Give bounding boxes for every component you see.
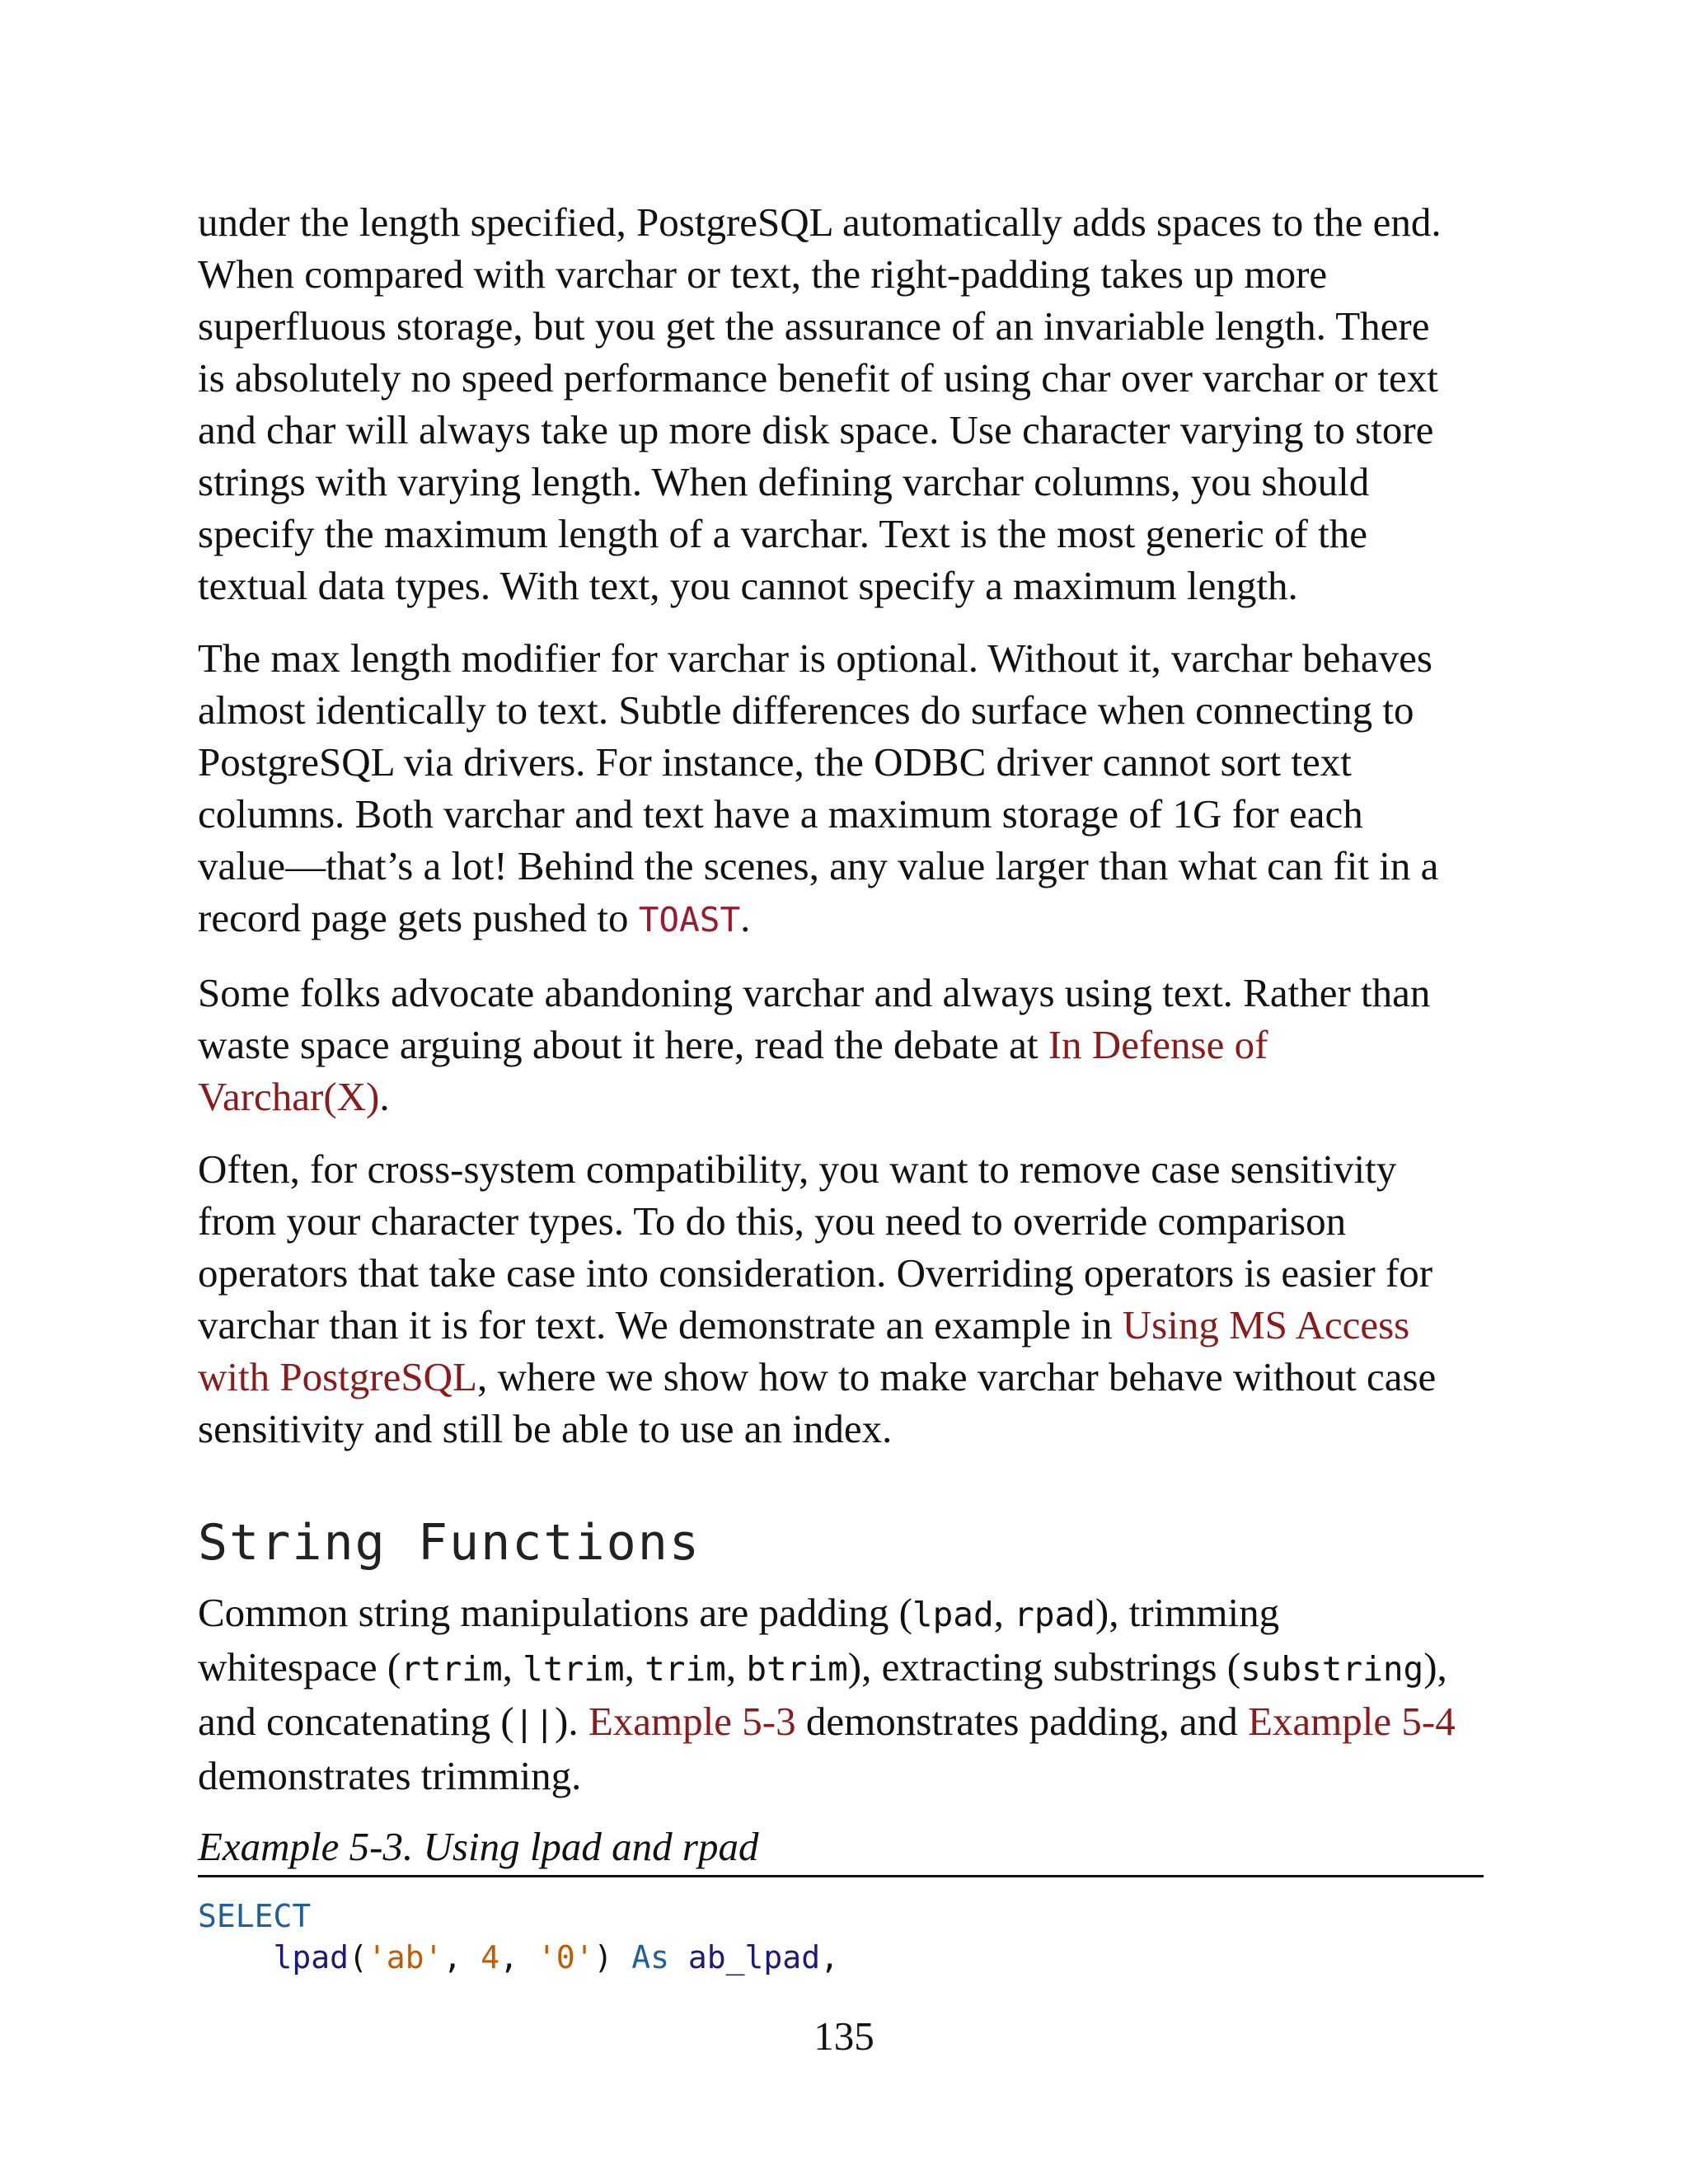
code-space: [669, 1939, 688, 1975]
code-trim: trim: [645, 1649, 726, 1689]
paragraph-text: Common string manipulations are padding (: [198, 1590, 912, 1635]
code-ltrim: ltrim: [523, 1649, 625, 1689]
paragraph-varchar-debate: [198, 967, 1484, 1122]
paragraph-text: ).: [555, 1699, 588, 1744]
code-punct: ,: [499, 1939, 537, 1975]
paragraph-text: ,: [993, 1590, 1015, 1635]
ms-access-link[interactable]: Using MS Access with PostgreSQL: [198, 1302, 1410, 1399]
example-5-3-link[interactable]: Example 5-3: [588, 1699, 796, 1744]
code-alias: ab_lpad: [687, 1939, 821, 1975]
paragraph-char-types: [198, 196, 1484, 612]
code-keyword-as: As: [631, 1939, 670, 1975]
paragraph-text: Often, for cross-system compatibility, you want to remove case sensitivity from your character types. To do this, you need to override comparison operators that take case into consideration. Overriding operators is easier for varchar than it is for text. We demonstrate an example in: [198, 1146, 1433, 1347]
code-btrim: btrim: [746, 1649, 848, 1689]
code-substring: substring: [1240, 1649, 1424, 1689]
paragraph-text: under the length specified, PostgreSQL automatically adds spaces to the end. When compared with varchar or text, the right-padding takes up more superfluous storage, but you get the assurance of an invariable length. There is absolutely no speed performance benefit of using char over varchar or text and char will always take up more disk space. Use character varying to store strings with varying length. When defining varchar columns, you should specify the maximum length of a varchar. Text is the most generic of the textual data types. With text, you cannot specify a maximum length.: [198, 199, 1442, 608]
paragraph-case-sensitivity: [198, 1143, 1484, 1455]
paragraph-text: demonstrates trimming.: [198, 1753, 582, 1798]
code-keyword-select: SELECT: [198, 1898, 312, 1934]
paragraph-text: Some folks advocate abandoning varchar and always using text. Rather than waste space arguing about it here, read the debate at: [198, 970, 1431, 1067]
section-heading: String Functions: [198, 1514, 701, 1572]
code-string: 'ab': [367, 1939, 443, 1975]
paragraph-text: demonstrates padding, and: [795, 1699, 1248, 1744]
code-number: 4: [481, 1939, 500, 1975]
code-concat: ||: [513, 1704, 556, 1743]
code-block: [198, 1896, 1484, 1978]
paragraph-text: ,: [725, 1644, 747, 1690]
paragraph-text: ), extracting substrings (: [847, 1644, 1241, 1690]
paragraph-text: ,: [502, 1644, 523, 1690]
in-defense-of-varchar-link[interactable]: In Defense of Varchar(X): [198, 1022, 1268, 1119]
page-number: 135: [814, 2013, 874, 2059]
code-string: '0': [537, 1939, 594, 1975]
example-caption: Example 5-3. Using lpad and rpad: [198, 1822, 1484, 1877]
paragraph-varchar-modifier: [198, 632, 1484, 946]
paragraph-text: ,: [624, 1644, 645, 1690]
paragraph-text: .: [379, 1074, 390, 1119]
paragraph-text: .: [740, 895, 751, 940]
page-content: [198, 196, 1484, 1978]
paragraph-text: ), trimming whitespace (: [198, 1590, 1280, 1690]
paragraph-string-functions: [198, 1586, 1484, 1802]
paragraph-text: , where we show how to make varchar behave without case sensitivity and still be able to use an index.: [198, 1354, 1437, 1451]
code-punct: ,: [820, 1939, 839, 1975]
example-5-4-link[interactable]: Example 5-4: [1248, 1699, 1456, 1744]
code-punct: (: [349, 1939, 368, 1975]
code-punct: ,: [443, 1939, 481, 1975]
code-rtrim: rtrim: [401, 1649, 503, 1689]
code-indent: [198, 1939, 274, 1975]
code-function-lpad: lpad: [273, 1939, 349, 1975]
paragraph-text: The max length modifier for varchar is optional. Without it, varchar behaves almost identically to text. Subtle differences do surface when connecting to PostgreSQL via drivers. For instance, the ODBC driver cannot sort text columns. Both varchar and text have a maximum storage of 1G for each value—that’s a lot! Behind the scenes, any value larger than what can fit in a record page gets pushed to: [198, 635, 1439, 940]
code-lpad: lpad: [912, 1595, 994, 1634]
code-rpad: rpad: [1014, 1595, 1095, 1634]
paragraph-text: ), and concatenating (: [198, 1644, 1447, 1744]
code-punct: ): [593, 1939, 632, 1975]
toast-code: TOAST: [638, 900, 741, 940]
